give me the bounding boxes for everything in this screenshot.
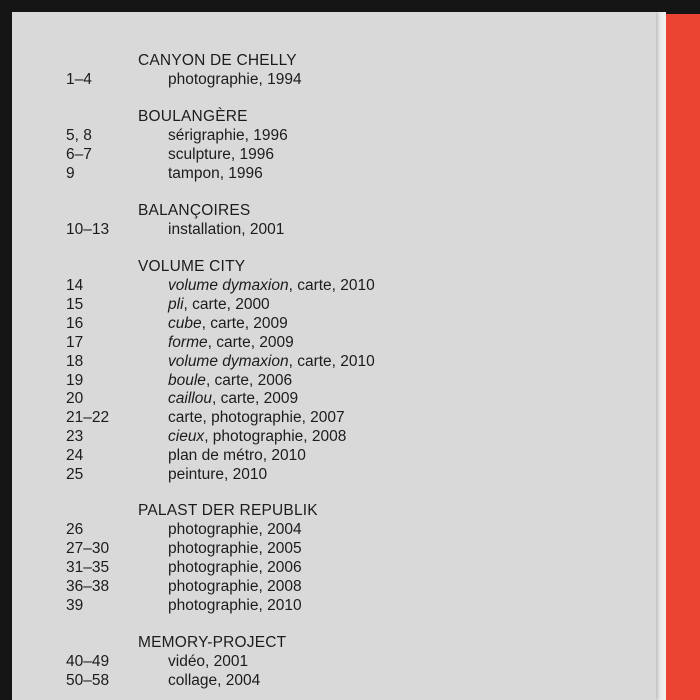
section-title: BALANÇOIRES bbox=[138, 202, 251, 219]
work-description bbox=[168, 353, 375, 371]
work-description bbox=[168, 315, 288, 333]
work-description bbox=[168, 521, 302, 539]
work-title-italic: volume dymaxion bbox=[168, 277, 289, 294]
list-item bbox=[12, 221, 656, 240]
section-title: BOULANGÈRE bbox=[138, 108, 248, 125]
work-description bbox=[168, 653, 248, 671]
plate-number: 17 bbox=[66, 333, 84, 351]
list-item bbox=[12, 409, 656, 428]
plate-number: 9 bbox=[66, 164, 75, 182]
list-item bbox=[12, 165, 656, 184]
work-title-italic: boule bbox=[168, 371, 206, 389]
work-details: sculpture, 1996 bbox=[168, 145, 274, 163]
list-item bbox=[12, 672, 656, 691]
plate-number: 26 bbox=[66, 521, 84, 538]
plate-number: 16 bbox=[66, 314, 84, 332]
work-description bbox=[168, 146, 274, 164]
work-description bbox=[168, 372, 292, 390]
list-item bbox=[12, 127, 656, 146]
plate-number: 6–7 bbox=[66, 145, 92, 163]
work-details: photographie, 2006 bbox=[168, 558, 302, 576]
plate-number: 15 bbox=[66, 295, 84, 313]
work-title-italic: caillou bbox=[168, 390, 212, 408]
work-description bbox=[168, 578, 302, 596]
list-item bbox=[12, 597, 656, 616]
plate-number: 23 bbox=[66, 428, 84, 446]
plate-number: 24 bbox=[66, 447, 84, 465]
work-description bbox=[168, 127, 288, 145]
work-description bbox=[168, 466, 267, 484]
plate-number: 18 bbox=[66, 352, 84, 370]
work-description bbox=[168, 428, 346, 446]
section-title: PALAST DER REPUBLIK bbox=[138, 502, 318, 519]
list-item bbox=[12, 466, 656, 485]
plate-number: 39 bbox=[66, 596, 84, 614]
work-description bbox=[168, 71, 302, 89]
list-item bbox=[12, 146, 656, 165]
work-details: , carte, 2010 bbox=[288, 277, 375, 294]
work-details: , carte, 2010 bbox=[288, 352, 375, 370]
list-item bbox=[12, 372, 656, 391]
list-item bbox=[12, 315, 656, 334]
work-details: photographie, 2010 bbox=[168, 596, 302, 614]
work-details: photographie, 2005 bbox=[168, 539, 302, 557]
catalogue-page bbox=[12, 12, 656, 700]
work-description bbox=[168, 409, 345, 427]
list-item bbox=[12, 334, 656, 353]
work-description bbox=[168, 165, 263, 183]
work-details: , carte, 2000 bbox=[183, 295, 270, 313]
list-item bbox=[12, 277, 656, 296]
list-item bbox=[12, 390, 656, 409]
section-title: VOLUME CITY bbox=[138, 258, 246, 275]
plate-number: 1–4 bbox=[66, 71, 92, 88]
list-item bbox=[12, 559, 656, 578]
work-description bbox=[168, 277, 375, 295]
work-details: , carte, 2009 bbox=[211, 390, 299, 408]
work-description bbox=[168, 221, 284, 239]
plate-number: 36–38 bbox=[66, 577, 110, 595]
work-title-italic: volume dymaxion bbox=[168, 352, 289, 370]
plate-number: 21–22 bbox=[66, 409, 110, 427]
work-description bbox=[168, 296, 270, 314]
work-details: vidéo, 2001 bbox=[168, 653, 249, 670]
work-details: peinture, 2010 bbox=[168, 466, 268, 483]
plate-number: 27–30 bbox=[66, 539, 110, 557]
list-item bbox=[12, 540, 656, 559]
work-details: sérigraphie, 1996 bbox=[168, 127, 288, 144]
work-description bbox=[168, 672, 260, 690]
work-title-italic: cieux bbox=[168, 428, 205, 446]
section-title: MEMORY-PROJECT bbox=[138, 634, 287, 651]
work-details: photographie, 2004 bbox=[168, 521, 302, 538]
list-item bbox=[12, 296, 656, 315]
plate-number: 10–13 bbox=[66, 221, 110, 238]
work-details: installation, 2001 bbox=[168, 221, 285, 238]
plate-number: 5, 8 bbox=[66, 127, 92, 144]
plate-number: 31–35 bbox=[66, 558, 110, 576]
work-details: , photographie, 2008 bbox=[204, 428, 347, 446]
work-details: photographie, 1994 bbox=[168, 71, 302, 88]
plate-number: 20 bbox=[66, 390, 84, 408]
work-title-italic: cube bbox=[168, 314, 202, 332]
work-description bbox=[168, 390, 298, 408]
plate-number: 19 bbox=[66, 371, 84, 389]
work-details: carte, photographie, 2007 bbox=[168, 409, 345, 427]
list-item bbox=[12, 578, 656, 597]
work-title-italic: forme bbox=[168, 333, 208, 351]
work-title-italic: pli bbox=[168, 295, 184, 313]
list-item bbox=[12, 447, 656, 466]
work-details: , carte, 2006 bbox=[205, 371, 293, 389]
list-item bbox=[12, 653, 656, 672]
list-item bbox=[12, 353, 656, 372]
work-details: photographie, 2008 bbox=[168, 577, 302, 595]
plate-number: 14 bbox=[66, 277, 84, 294]
work-description bbox=[168, 597, 302, 615]
list-item bbox=[12, 71, 656, 90]
work-description bbox=[168, 540, 302, 558]
work-details: plan de métro, 2010 bbox=[168, 447, 306, 465]
red-cover-edge bbox=[664, 14, 700, 700]
work-details: , carte, 2009 bbox=[207, 333, 294, 351]
work-description bbox=[168, 334, 294, 352]
work-description bbox=[168, 559, 302, 577]
work-details: , carte, 2009 bbox=[201, 314, 288, 332]
section-title: CANYON DE CHELLY bbox=[138, 52, 297, 69]
plate-number: 40–49 bbox=[66, 653, 110, 670]
list-item bbox=[12, 521, 656, 540]
work-details: collage, 2004 bbox=[168, 671, 261, 689]
list-item bbox=[12, 428, 656, 447]
work-description bbox=[168, 447, 306, 465]
plate-number: 25 bbox=[66, 466, 84, 483]
work-details: tampon, 1996 bbox=[168, 164, 263, 182]
plate-number: 50–58 bbox=[66, 671, 110, 689]
